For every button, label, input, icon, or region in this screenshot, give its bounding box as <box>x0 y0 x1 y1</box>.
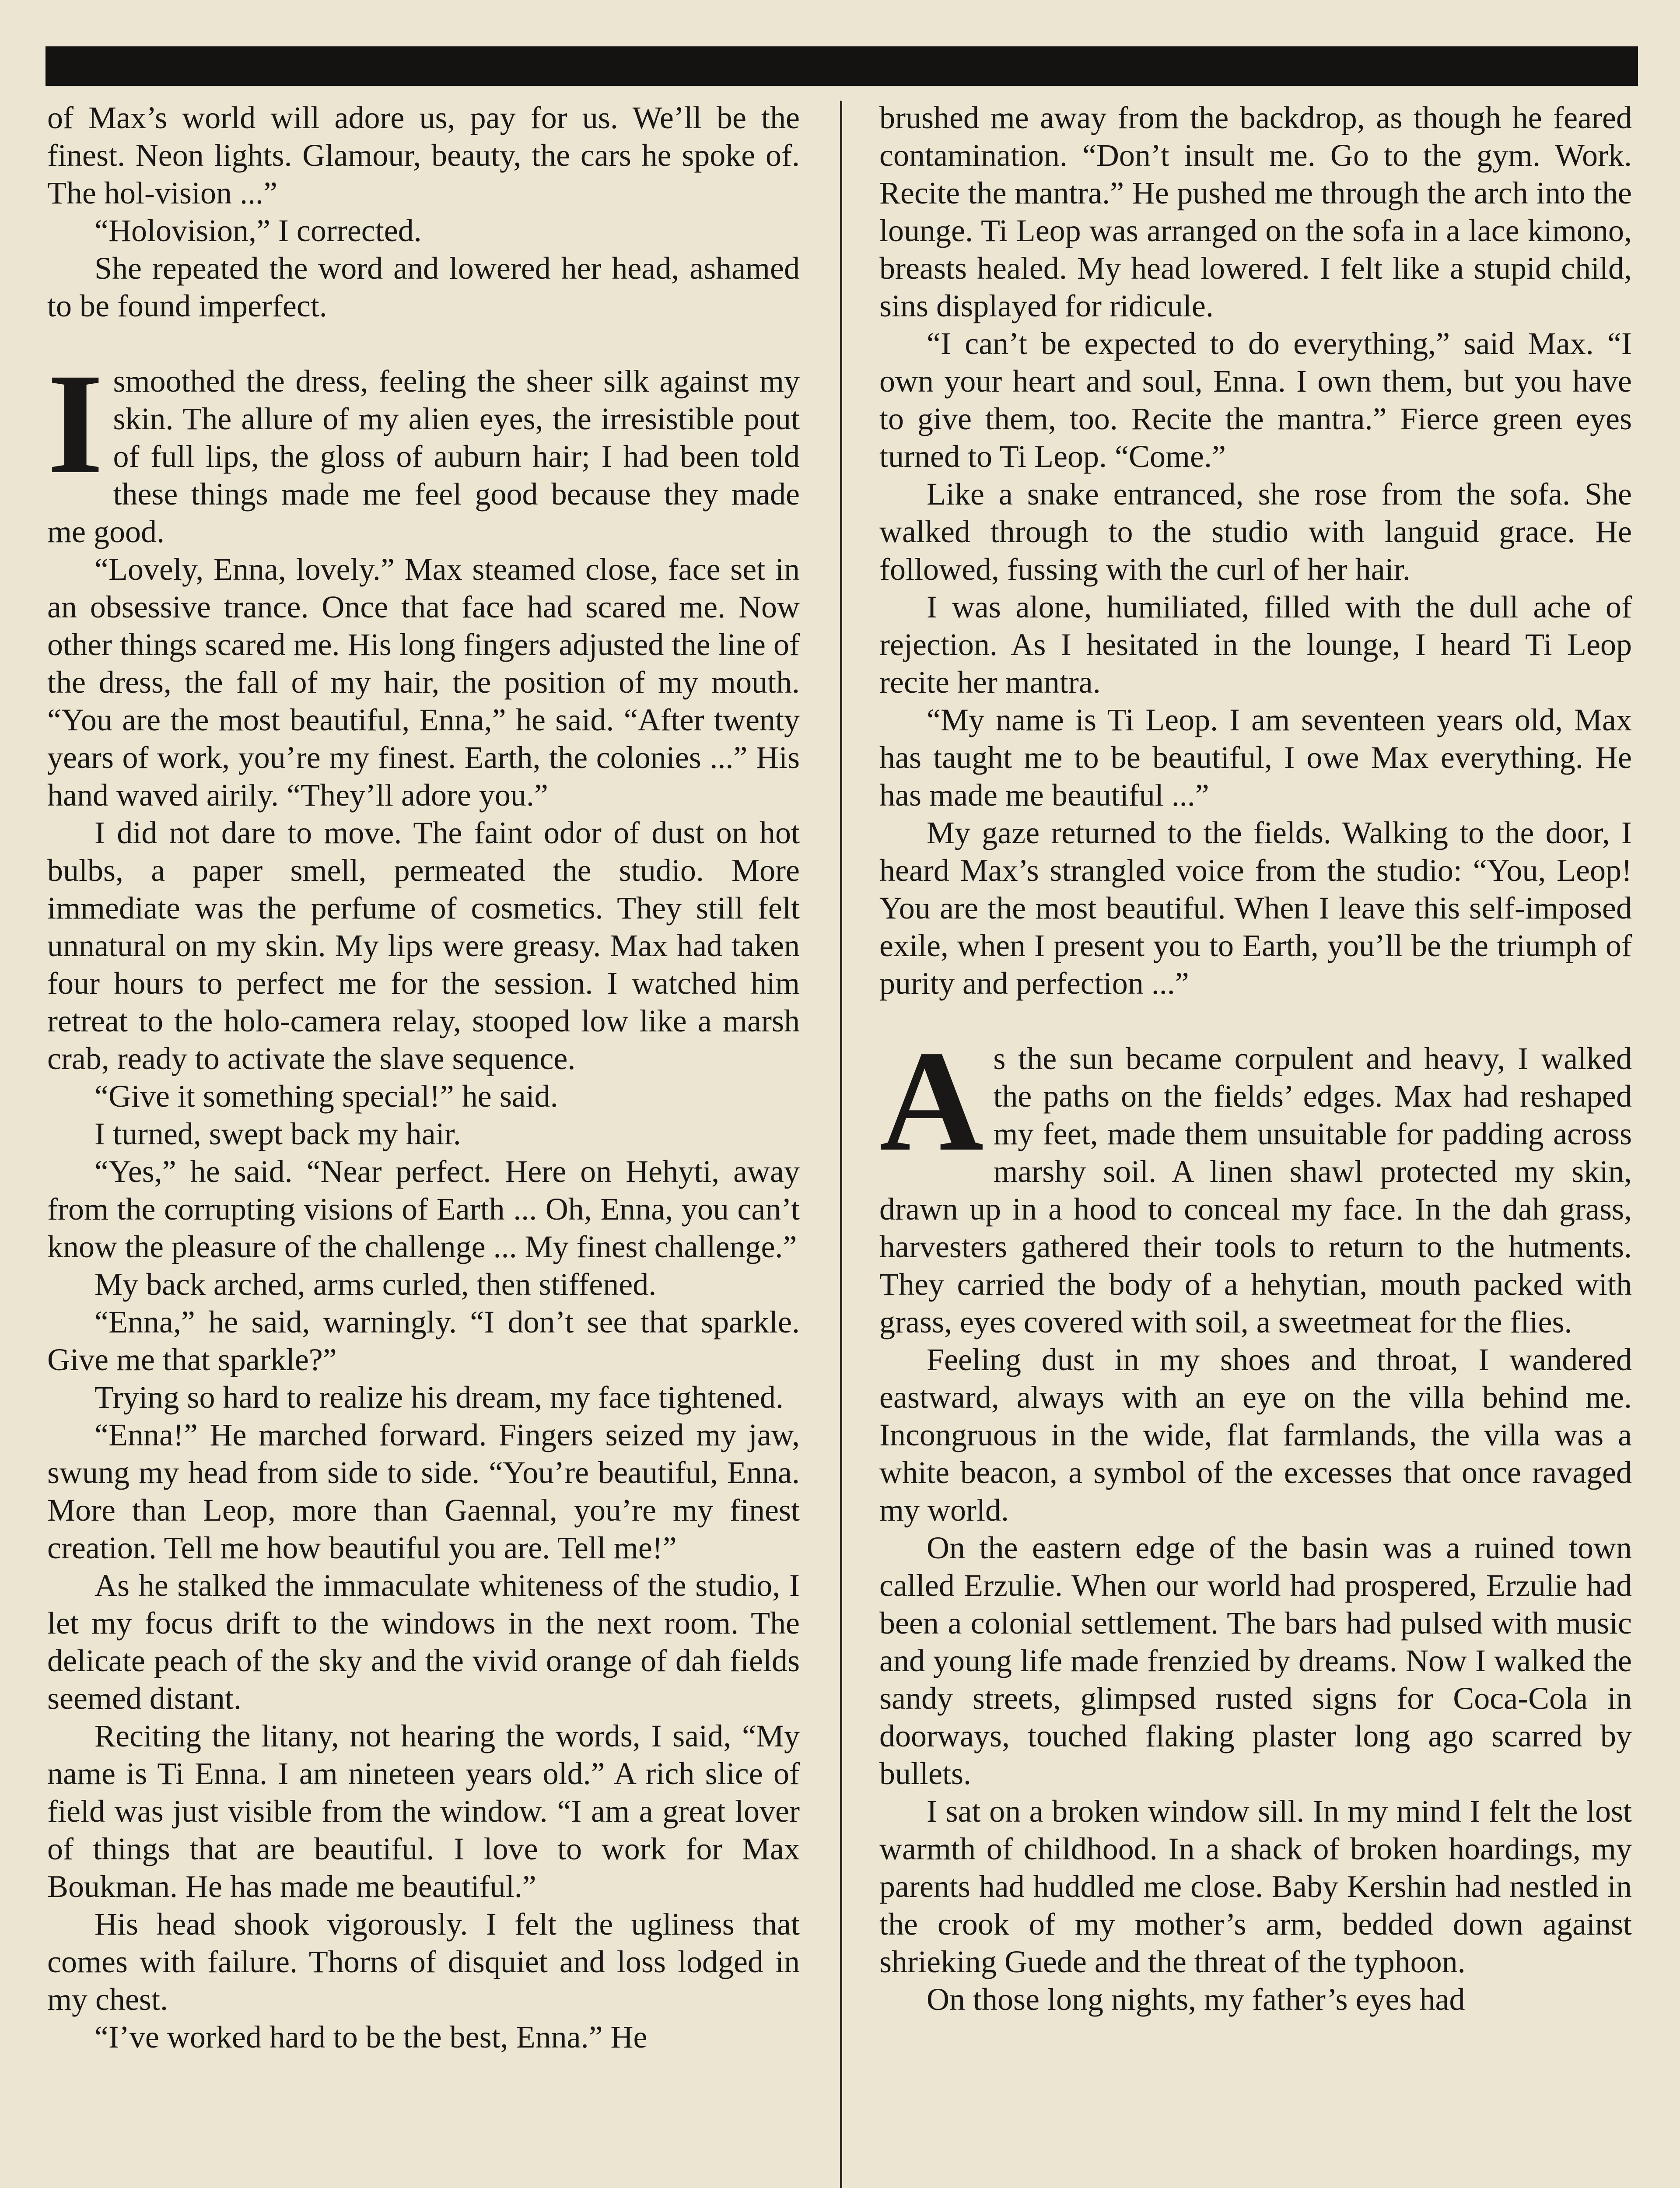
paragraph <box>879 1792 1632 1981</box>
paragraph-text: Reciting the litany, not hearing the words, I said, “My name is Ti Enna. I am nineteen years old.” A rich slice of field was just visible from the window. “I am a great lover of things that are beautiful. I love to work for Max Boukman. He has made me beautiful.” <box>47 1718 800 1904</box>
paragraph <box>47 1378 800 1416</box>
paragraph-text: She repeated the word and lowered her head, ashamed to be found imperfect. <box>47 251 800 323</box>
paragraph <box>47 1115 800 1153</box>
paragraph <box>47 99 800 212</box>
drop-cap: A <box>879 1021 984 1181</box>
paragraph-text: On the eastern edge of the basin was a ruined town called Erzulie. When our world had prospered, Erzulie had been a colonial settlement. The bars had pulsed with music and young life made frenzied by dreams. Now I walked the sandy streets, glimpsed rusted signs for Coca-Cola in doorways, touched flaking plaster long ago scarred by bullets. <box>879 1530 1632 1791</box>
paragraph <box>47 1077 800 1115</box>
paragraph-text: I sat on a broken window sill. In my mind I felt the lost warmth of childhood. In a shack of broken hoardings, my parents had huddled me close. Baby Kershin had nestled in the crook of my mother’s arm, bedded down against shrieking Guede and the threat of the typhoon. <box>879 1794 1632 1979</box>
paragraph <box>47 344 800 551</box>
paragraph-text: “I’ve worked hard to be the best, Enna.” He <box>94 2020 648 2055</box>
paragraph <box>47 212 800 249</box>
paragraph-text: As he stalked the immaculate whiteness of the studio, I let my focus drift to the windows in the next room. The delicate peach of the sky and the vivid orange of dah fields seemed distant. <box>47 1568 800 1716</box>
paragraph-text: of Max’s world will adore us, pay for us. We’ll be the finest. Neon lights. Glamour, beauty, the cars he spoke of. The hol-vision ...” <box>47 100 800 210</box>
paragraph <box>879 1529 1632 1792</box>
paragraph <box>47 1153 800 1266</box>
paragraph <box>879 475 1632 588</box>
paragraph-text: I turned, swept back my hair. <box>94 1116 461 1151</box>
paragraph <box>879 1021 1632 1341</box>
paragraph-text: “My name is Ti Leop. I am seventeen years old, Max has taught me to be beautiful, I owe Max everything. He has made me beautiful ...” <box>879 702 1632 813</box>
paragraph <box>879 701 1632 814</box>
paragraph <box>47 1717 800 1905</box>
paragraph <box>47 551 800 814</box>
drop-cap: I <box>47 344 104 504</box>
paragraph-text: “Give it something special!” he said. <box>94 1079 558 1114</box>
paragraph <box>879 99 1632 325</box>
paragraph <box>47 1303 800 1378</box>
paragraph <box>879 325 1632 475</box>
paragraph <box>47 249 800 325</box>
paragraph <box>47 1905 800 2018</box>
paragraph-text: smoothed the dress, feeling the sheer silk against my skin. The allure of my alien eyes, the irresistible pout of full lips, the gloss of auburn hair; I had been told these things made me feel good because they made me good. <box>47 364 800 549</box>
paragraph <box>47 2018 800 2056</box>
paragraph-text: s the sun became corpulent and heavy, I walked the paths on the fields’ edges. Max had reshaped my feet, made them unsuitable for padding across marshy soil. A linen shawl protected my skin, drawn up in a hood to conceal my face. In the dah grass, harvesters gathered their tools to return to the hutments. They carried the body of a hehytian, mouth packed with grass, eyes covered with soil, a sweetmeat for the flies. <box>879 1041 1632 1339</box>
paragraph <box>879 588 1632 701</box>
paragraph <box>879 814 1632 1002</box>
paragraph <box>47 1567 800 1717</box>
paragraph <box>47 814 800 1077</box>
paragraph-text: “Holovision,” I corrected. <box>94 213 422 248</box>
paragraph-text: My gaze returned to the fields. Walking to the door, I heard Max’s strangled voice from the studio: “You, Leop! You are the most beautiful. When I leave this self-imposed exile, when I present you to Earth, you’ll be the triumph of purity and perfection ...” <box>879 815 1632 1001</box>
paragraph <box>879 1341 1632 1529</box>
paragraph-text: “Yes,” he said. “Near perfect. Here on Hehyti, away from the corrupting visions of Earth ... Oh, Enna, you can’t know the pleasure of the challenge ... My finest challenge.” <box>47 1154 800 1264</box>
paragraph-text: I did not dare to move. The faint odor of dust on hot bulbs, a paper smell, permeated the studio. More immediate was the perfume of cosmetics. They still felt unnatural on my skin. My lips were greasy. Max had taken four hours to perfect me for the session. I watched him retreat to the holo-camera relay, stooped low like a marsh crab, ready to activate the slave sequence. <box>47 815 800 1076</box>
paragraph-text: On those long nights, my father’s eyes had <box>927 1982 1465 2017</box>
paragraph-text: “Enna!” He marched forward. Fingers seized my jaw, swung my head from side to side. “You’re beautiful, Enna. More than Leop, more than Gaennal, you’re my finest creation. Tell me how beautiful you are. Tell me!” <box>47 1417 800 1565</box>
paragraph-text: “I can’t be expected to do everything,” said Max. “I own your heart and soul, Enna. I own them, but you have to give them, too. Recite the mantra.” Fierce green eyes turned to Ti Leop. “Come.” <box>879 326 1632 474</box>
paragraph <box>47 1266 800 1303</box>
paragraph <box>47 1416 800 1567</box>
paragraph-text: Feeling dust in my shoes and throat, I wandered eastward, always with an eye on the villa behind me. Incongruous in the wide, flat farmlands, the villa was a white beacon, a symbol of the excesses that once ravaged my world. <box>879 1342 1632 1528</box>
paragraph-text: “Enna,” he said, warningly. “I don’t see that sparkle. Give me that sparkle?” <box>47 1304 800 1377</box>
paragraph-text: Like a snake entranced, she rose from the sofa. She walked through to the studio with languid grace. He followed, fussing with the curl of her hair. <box>879 477 1632 587</box>
paragraph <box>879 1981 1632 2018</box>
paragraph-text: I was alone, humiliated, filled with the dull ache of rejection. As I hesitated in the lounge, I heard Ti Leop recite her mantra. <box>879 589 1632 700</box>
paragraph-text: Trying so hard to realize his dream, my face tightened. <box>94 1380 784 1415</box>
right-text-column <box>879 99 1632 2018</box>
paragraph-text: “Lovely, Enna, lovely.” Max steamed close, face set in an obsessive trance. Once that face had scared me. Now other things scared me. His long fingers adjusted the line of the dress, the fall of my hair, the position of my mouth. “You are the most beautiful, Enna,” he said. “After twenty years of work, you’re my finest. Earth, the colonies ...” His hand waved airily. “They’ll adore you.” <box>47 552 800 813</box>
header-rule <box>46 46 1638 86</box>
left-text-column <box>47 99 800 2056</box>
paragraph-text: My back arched, arms curled, then stiffened. <box>94 1267 657 1302</box>
paragraph-text: brushed me away from the backdrop, as though he feared contamination. “Don’t insult me. Go to the gym. Work. Recite the mantra.” He pushed me through the arch into the lounge. Ti Leop was arranged on the sofa in a lace kimono, breasts healed. My head lowered. I felt like a stupid child, sins displayed for ridicule. <box>879 100 1632 323</box>
column-divider <box>840 101 842 2188</box>
paragraph-text: His head shook vigorously. I felt the ugliness that comes with failure. Thorns of disquiet and loss lodged in my chest. <box>47 1907 800 2017</box>
